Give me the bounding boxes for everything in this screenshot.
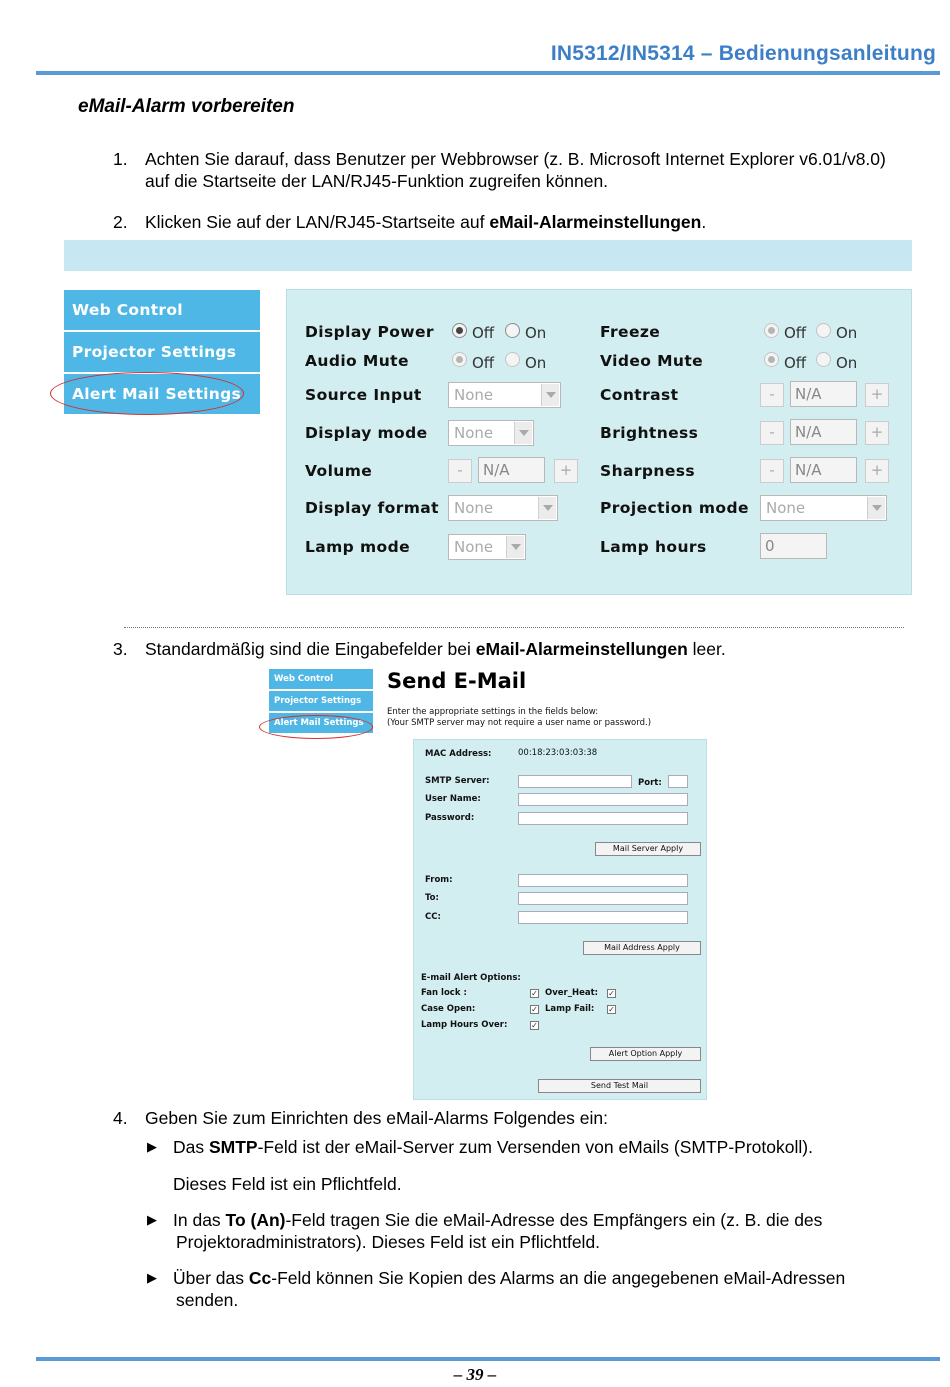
cc-input[interactable] [518,911,688,924]
bullet-smtp-note: Dieses Feld ist ein Pflichtfeld. [173,1174,402,1194]
display-power-on-radio[interactable] [505,323,520,338]
step-1-number: 1. [113,149,128,169]
bullet-arrow-icon: ▶ [147,1212,157,1227]
audio-mute-on-label: On [525,354,547,372]
chevron-down-icon [538,497,556,519]
projection-mode-select[interactable]: None [760,495,887,521]
section-title: eMail-Alarm vorbereiten [78,96,295,117]
display-power-on-label: On [525,324,547,342]
label-audio-mute: Audio Mute [305,352,409,370]
freeze-off-radio[interactable] [764,323,779,338]
freeze-on-radio[interactable] [816,323,831,338]
mac-address-value: 00:18:23:03:03:38 [518,748,598,758]
send-email-title: Send E-Mail [387,669,527,693]
step-2-text: Klicken Sie auf der LAN/RJ45-Startseite auf eMail-Alarmeinstellungen. [145,212,707,232]
label-video-mute: Video Mute [600,352,704,370]
highlight-ellipse [50,372,244,415]
step-4-text: Geben Sie zum Einrichten des eMail-Alarms Folgendes ein: [145,1108,608,1128]
fan-lock-checkbox[interactable]: ✓ [531,989,538,998]
divider [124,627,904,628]
from-label: From: [425,875,453,885]
bullet-to: In das To (An)-Feld tragen Sie die eMail-Adresse des Empfängers ein (z. B. die des Projektoradministrators). Dieses Feld ist ein Pflichtfeld. [173,1210,823,1252]
alert-option-apply-button[interactable]: Alert Option Apply [590,1047,701,1061]
lamp-fail-label: Lamp Fail: [545,1004,595,1014]
case-open-label: Case Open: [421,1004,476,1014]
highlight-ellipse-small [259,715,373,739]
send-email-intro: Enter the appropriate settings in the fields below: (Your SMTP server may not require a user name or password.) [387,707,652,728]
nav-web-control[interactable]: Web Control [64,290,260,330]
user-name-label: User Name: [425,794,481,804]
chevron-down-icon [541,384,559,406]
footer-rule [36,1357,940,1361]
case-open-checkbox[interactable]: ✓ [531,1005,538,1014]
page-number: – 39 – [453,1365,497,1384]
video-mute-off-label: Off [784,354,807,372]
display-power-off-label: Off [472,324,495,342]
lamp-mode-select[interactable]: None [448,534,526,560]
bullet-arrow-icon: ▶ [147,1270,157,1285]
label-lamp-mode: Lamp mode [305,538,410,556]
mail-address-apply-button[interactable]: Mail Address Apply [583,941,701,955]
header-rule [36,71,940,75]
sharpness-minus-button[interactable]: - [760,459,784,483]
brightness-minus-button[interactable]: - [760,421,784,445]
volume-field[interactable]: N/A [478,457,545,483]
nav2-alert-mail-settings[interactable]: Alert Mail Settings [269,713,373,733]
email-settings-panel [413,739,707,1100]
label-volume: Volume [305,462,373,480]
display-power-off-radio[interactable] [452,323,467,338]
bullet-arrow-icon: ▶ [147,1139,157,1154]
video-mute-off-radio[interactable] [764,352,779,367]
label-display-power: Display Power [305,323,434,341]
step-3-number: 3. [113,639,128,659]
step-1-text: Achten Sie darauf, dass Benutzer per Webbrowser (z. B. Microsoft Internet Explorer v6.01/v8.0) auf die Startseite der LAN/RJ45-Funktion zugreifen können. [145,149,886,191]
nav-alert-mail-settings[interactable]: Alert Mail Settings [64,374,260,414]
port-input[interactable] [668,775,688,788]
step-4-number: 4. [113,1108,128,1128]
step-3-text: Standardmäßig sind die Eingabefelder bei eMail-Alarmeinstellungen leer. [145,639,726,659]
cc-label: CC: [425,912,441,922]
email-alert-options-title: E-mail Alert Options: [421,973,521,983]
label-projection-mode: Projection mode [600,499,749,517]
label-contrast: Contrast [600,386,679,404]
freeze-on-label: On [836,324,858,342]
password-input[interactable] [518,812,688,825]
fan-lock-label: Fan lock : [421,988,467,998]
password-label: Password: [425,813,475,823]
smtp-server-label: SMTP Server: [425,776,490,786]
label-brightness: Brightness [600,424,699,442]
volume-minus-button[interactable]: - [448,459,472,483]
send-test-mail-button[interactable]: Send Test Mail [538,1079,701,1093]
label-lamp-hours: Lamp hours [600,538,707,556]
brightness-plus-button[interactable]: + [865,421,889,445]
contrast-field[interactable]: N/A [790,381,857,407]
contrast-minus-button[interactable]: - [760,383,784,407]
audio-mute-off-radio[interactable] [452,352,467,367]
lamp-hours-field[interactable]: 0 [760,533,827,559]
to-input[interactable] [518,892,688,905]
lamp-fail-checkbox[interactable]: ✓ [608,1005,615,1014]
user-name-input[interactable] [518,793,688,806]
smtp-server-input[interactable] [518,775,632,788]
display-mode-select[interactable]: None [448,420,534,446]
chevron-down-icon [514,422,532,444]
mail-server-apply-button[interactable]: Mail Server Apply [595,842,701,856]
sharpness-plus-button[interactable]: + [865,459,889,483]
port-label: Port: [638,778,662,788]
document-header-title: IN5312/IN5314 – Bedienungsanleitung [550,42,936,65]
audio-mute-off-label: Off [472,354,495,372]
lamp-hours-over-checkbox[interactable]: ✓ [531,1021,538,1030]
video-mute-on-radio[interactable] [816,352,831,367]
chevron-down-icon [867,497,885,519]
sharpness-field[interactable]: N/A [790,457,857,483]
label-sharpness: Sharpness [600,462,695,480]
label-display-mode: Display mode [305,424,428,442]
chevron-down-icon [506,536,524,558]
nav2-projector-settings[interactable]: Projector Settings [269,691,373,711]
brightness-field[interactable]: N/A [790,419,857,445]
over-heat-label: Over_Heat: [545,988,599,998]
video-mute-on-label: On [836,354,858,372]
bullet-smtp: Das SMTP-Feld ist der eMail-Server zum Versenden von eMails (SMTP-Protokoll). [173,1137,813,1157]
contrast-plus-button[interactable]: + [865,383,889,407]
label-display-format: Display format [305,499,439,517]
over-heat-checkbox[interactable]: ✓ [608,989,615,998]
nav2-web-control[interactable]: Web Control [269,669,373,689]
volume-plus-button[interactable]: + [554,459,578,483]
step-2-number: 2. [113,212,128,232]
source-input-select[interactable]: None [448,382,561,408]
nav-projector-settings[interactable]: Projector Settings [64,332,260,372]
projector-control-panel [286,289,912,595]
lamp-hours-over-label: Lamp Hours Over: [421,1020,508,1030]
web-ui-top-band [64,240,912,271]
label-source-input: Source Input [305,386,422,404]
mac-address-label: MAC Address: [425,749,492,759]
bullet-cc: Über das Cc-Feld können Sie Kopien des Alarms an die angegebenen eMail-Adressen senden. [173,1268,846,1310]
from-input[interactable] [518,874,688,887]
display-format-select[interactable]: None [448,495,558,521]
audio-mute-on-radio[interactable] [505,352,520,367]
to-label: To: [425,893,439,903]
freeze-off-label: Off [784,324,807,342]
label-freeze: Freeze [600,323,661,341]
